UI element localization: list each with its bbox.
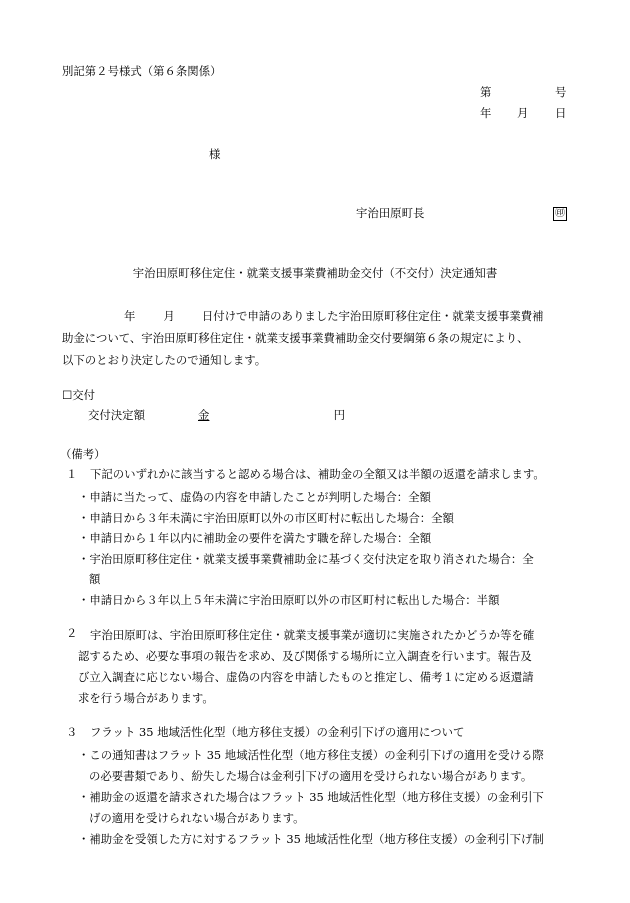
bullet: ・宇治田原町移住定住・就業支援事業費補助金に基づく交付決定を取り消された場合：全 [78,551,534,566]
remark-1-number: １ [66,467,78,481]
form-label: 別記第２号様式（第６条関係） [62,64,222,78]
currency-suffix: 円 [333,408,345,422]
bullet: ・申請日から３年未満に宇治田原町以外の市区町村に転出した場合：全額 [78,510,454,525]
seal-mark: ㊞ [555,208,565,219]
document-title: 宇治田原町移住定住・就業支援事業費補助金交付（不交付）決定通知書 [132,266,498,280]
remark-2-text: 宇治田原町は、宇治田原町移住定住・就業支援事業が適切に実施されたかどうか等を確 認するため、必要な事項の報告を求め、及び関係する場所に立入調査を行います。報告及 び立入調査に応じない場合、虚偽の内容を申請したものと推定し、備考１に定める返還請 求を行う場合があります。 [78,628,535,705]
bullet: ・申請日から１年以内に補助金の要件を満たす職を辞した場合：全額 [78,531,432,546]
remark-2-number: ２ [66,626,78,640]
intro-date-month: 月 [163,309,175,323]
doc-number-suffix: 号 [555,85,567,99]
date-month: 月 [517,106,529,120]
remark-3-text: フラット 35 地域活性化型（地方移住支援）の金利引下げの適用について [90,725,465,739]
decision-label: 交付 [72,388,96,402]
remark-3-bullets [78,745,544,850]
bullet-continuation: 額 [89,572,101,587]
intro-line2: 助金について、宇治田原町移住定住・就業支援事業費補助金交付要綱第６条の規定により、 [62,331,529,345]
bullet-continuation: げの適用を受けられない場合があります。 [89,811,305,825]
date-year: 年 [480,106,492,120]
bullet: ・補助金を受領した方に対するフラット 35 地域活性化型（地方移住支援）の金利引下げ制 [78,832,544,846]
remark-1-text: 下記のいずれかに該当すると認める場合は、補助金の全額又は半額の返還を請求します。 [90,467,545,481]
decision-option [62,387,95,404]
doc-number-prefix: 第 [480,85,492,99]
bullet: ・この通知書はフラット 35 地域活性化型（地方移住支援）の金利引下げの適用を受ける際 [78,748,544,762]
bullet: ・申請日から３年以上５年未満に宇治田原町以外の市区町村に転出した場合：半額 [78,592,500,607]
currency-prefix: 金 [198,408,210,422]
intro-line3: 以下のとおり決定したので通知します。 [62,353,267,367]
remark-1-bullets [78,487,534,611]
intro-date-year: 年 [124,309,136,323]
date-day: 日 [555,106,567,120]
intro-line1: 日付けで申請のありました宇治田原町移住定住・就業支援事業費補 [201,309,544,323]
amount-label: 交付決定額 [88,408,145,422]
bullet-continuation: の必要書類であり、紛失した場合は金利引下げの適用を受けられない場合があります。 [89,769,533,783]
remark-3-number: ３ [66,725,78,739]
remarks-heading: （備考） [60,447,106,461]
bullet: ・申請に当たって、虚偽の内容を申請したことが判明した場合：全額 [78,490,431,504]
intro-paragraph [62,305,544,371]
addressee-honorific: 様 [209,147,221,161]
amount-field [198,407,345,424]
checkbox-icon: ☐ [62,388,73,402]
issuer-name: 宇治田原町長 [356,206,425,220]
bullet: ・補助金の返還を請求された場合はフラット 35 地域活性化型（地方移住支援）の金利引下 [78,790,544,804]
